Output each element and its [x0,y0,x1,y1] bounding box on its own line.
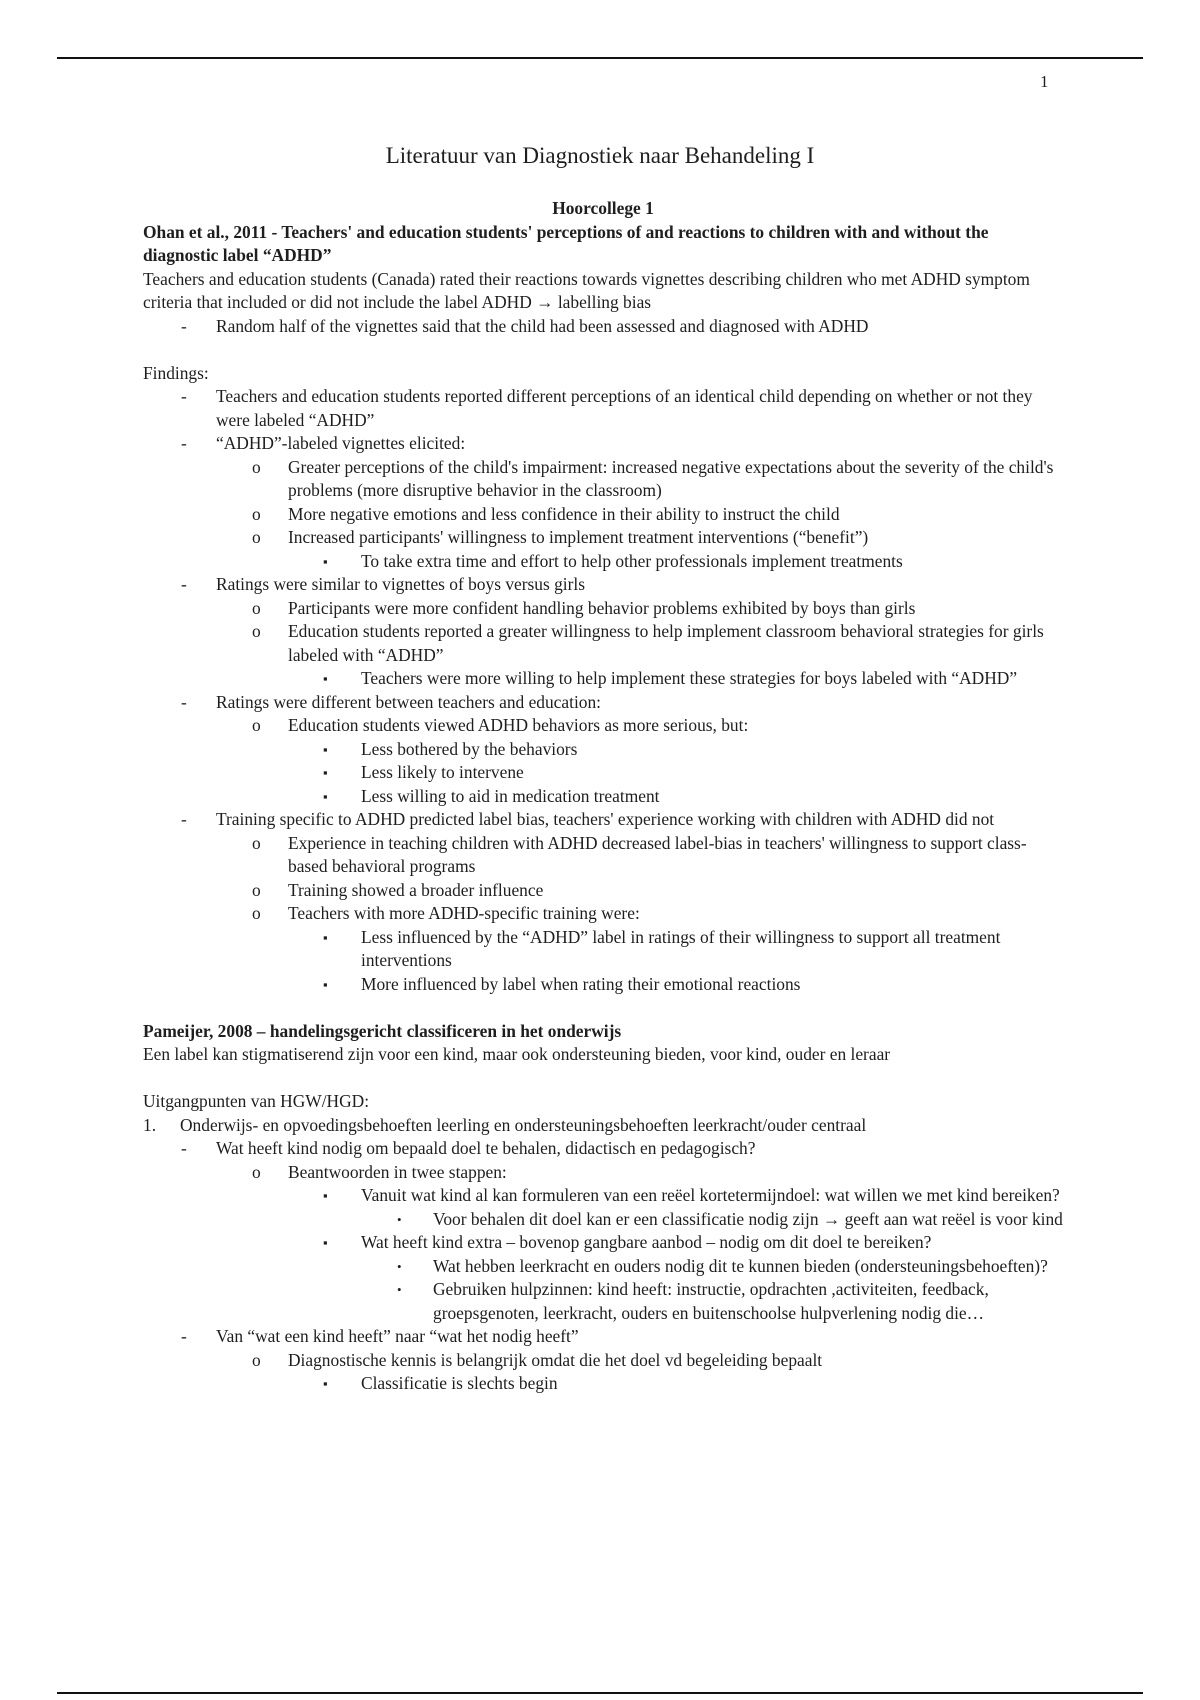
list-item: o Teachers with more ADHD-specific training were: [143,902,1063,926]
bullet-square: ▪ [323,741,328,757]
list-item: o Education students reported a greater willingness to help implement classroom behavioral strategies for girls labeled with “ADHD” [252,621,1044,665]
list-item: ▪ Teachers were more willing to help implement these strategies for boys labeled with “ADHD” [143,667,1063,691]
findings-label: Findings: [143,362,209,383]
list-item: - Ratings were different between teachers and education: [143,691,1063,715]
bullet-circle: o [252,597,261,618]
bullet-square: ▪ [323,553,328,569]
list-item: ▪ Vanuit wat kind al kan formuleren van een reëel kortetermijndoel: wat willen we met kind bereiken? [143,1184,1063,1208]
list-item: ▪ To take extra time and effort to help other professionals implement treatments [143,550,1063,574]
paragraph-intro-ohan: Teachers and education students (Canada) rated their reactions towards vignettes describing children who met ADHD symptom criteria that included or did not include the label ADHD → labelling bias [143,268,1030,312]
bullet-dash: - [181,1138,187,1158]
bullet-square: ▪ [323,1188,328,1203]
bullet-circle: o [252,621,261,641]
section-heading-pameijer: Pameijer, 2008 – handelingsgericht classificeren in het onderwijs [143,1020,622,1041]
list-item: ▪ Less bothered by the behaviors [143,738,1063,762]
bullet-circle: o [252,503,261,524]
bullet-square: ▪ [323,1376,328,1391]
list-item: o Increased participants' willingness to implement treatment interventions (“benefit”) [143,526,1063,550]
list-item: ▪ Less willing to aid in medication treatment [143,785,1063,809]
list-item: • Voor behalen dit doel kan er een classificatie nodig zijn → geeft aan wat reëel is voor kind [143,1208,1063,1232]
list-item: - Training specific to ADHD predicted label bias, teachers' experience working with children with ADHD did not [143,808,1063,832]
list-item: - Van “wat een kind heeft” naar “wat het nodig heeft” [143,1325,1063,1349]
list-item: o Participants were more confident handling behavior problems exhibited by boys than girls [143,597,1063,621]
bullet-dash: - [181,691,187,712]
numbered-item: 1. Onderwijs- en opvoedingsbehoeften leerling en ondersteuningsbehoeften leerkracht/ouder centraal [143,1114,1063,1138]
list-item: o Education students viewed ADHD behaviors as more serious, but: [143,714,1063,738]
bullet-square: ▪ [323,765,328,780]
bullet-circle: o [252,832,261,853]
bullet-circle: o [252,903,261,923]
bottom-rule [57,1692,1143,1694]
bullet-dash: - [181,574,187,594]
bullet-square: ▪ [323,976,328,992]
bullet-dash: - [181,809,187,829]
lecture-heading: Hoorcollege 1 [552,198,654,218]
number-marker: 1. [143,1114,157,1135]
bullet-dot: • [397,1282,402,1297]
list-item: ▪ Wat heeft kind extra – bovenop gangbare aanbod – nodig om dit doel te bereiken? [143,1231,1063,1255]
list-item: o Greater perceptions of the child's impairment: increased negative expectations about the severity of the child's problems (more disruptive behavior in the classroom) [252,456,1054,500]
bullet-dash: - [181,386,187,406]
list-item: ▪ Less influenced by the “ADHD” label in ratings of their willingness to support all treatment interventions [323,926,1001,970]
list-item: - Ratings were similar to vignettes of boys versus girls [143,573,1063,597]
bullet-square: ▪ [323,788,328,804]
list-item: o Training showed a broader influence [143,879,1063,903]
list-item: o Diagnostische kennis is belangrijk omdat die het doel vd begeleiding bepaalt [143,1349,1063,1373]
bullet-circle: o [252,879,261,900]
page-number: 1 [1040,72,1049,91]
list-item: - “ADHD”-labeled vignettes elicited: [143,432,1063,456]
list-item: o Beantwoorden in twee stappen: [143,1161,1063,1185]
list-item: ▪ Less likely to intervene [143,761,1063,785]
bullet-circle: o [252,1161,261,1182]
bullet-dash: - [181,1326,187,1346]
bullet-dash: - [181,315,187,336]
document-title: Literatuur van Diagnostiek naar Behandeling I [385,143,815,168]
bullet-dot: • [397,1258,402,1274]
list-item: - Wat heeft kind nodig om bepaald doel te behalen, didactisch en pedagogisch? [143,1137,1063,1161]
section-heading-ohan: Ohan et al., 2011 - Teachers' and education students' perceptions of and reactions to children with and without the diagnostic label “ADHD” [143,221,989,265]
bullet-circle: o [252,527,261,547]
list-item: • Wat hebben leerkracht en ouders nodig dit te kunnen bieden (ondersteuningsbehoeften)? [143,1255,1063,1279]
bullet-circle: o [252,1349,261,1370]
document-body [143,197,1063,1396]
list-item: - Teachers and education students reported different perceptions of an identical child depending on whether or not they were labeled “ADHD” [181,386,1033,430]
list-item: o More negative emotions and less confidence in their ability to instruct the child [143,503,1063,527]
list-item: ▪ More influenced by label when rating their emotional reactions [143,973,1063,997]
list-item: • Gebruiken hulpzinnen: kind heeft: instructie, opdrachten ,activiteiten, feedback, groepsgenoten, leerkracht, ouders en buitenschoolse hulpverlening nodig die… [397,1279,989,1323]
list-item: ▪ Classificatie is slechts begin [143,1372,1063,1396]
bullet-square: ▪ [323,929,328,945]
list-item: - Random half of the vignettes said that the child had been assessed and diagnosed with ADHD [143,315,1063,339]
top-rule [57,57,1143,59]
bullet-dot: • [397,1211,402,1227]
bullet-square: ▪ [323,671,328,686]
paragraph-intro-pameijer: Een label kan stigmatiserend zijn voor een kind, maar ook ondersteuning bieden, voor kind, ouder en leraar [143,1044,891,1064]
bullet-circle: o [252,715,261,735]
bullet-circle: o [252,456,261,477]
bullet-square: ▪ [323,1235,328,1250]
bullet-dash: - [181,433,187,453]
list-item: o Experience in teaching children with ADHD decreased label-bias in teachers' willingness to support class-based behavioral programs [252,832,1027,876]
principles-label: Uitgangpunten van HGW/HGD: [143,1091,370,1111]
